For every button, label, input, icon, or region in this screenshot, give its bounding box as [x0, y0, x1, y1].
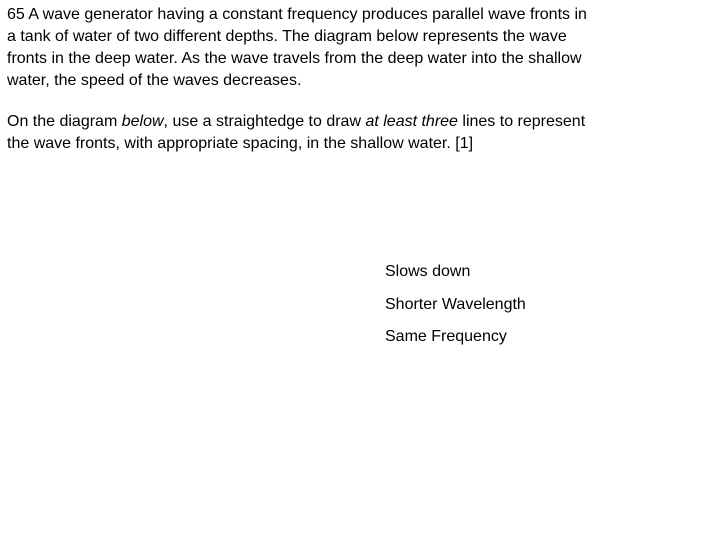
question-line-2: a tank of water of two different depths. The diagram below represents the wave — [7, 28, 567, 45]
question-line-3: fronts in the deep water. As the wave travels from the deep water into the shallow — [7, 50, 582, 67]
note-slows-down: Slows down — [385, 263, 471, 280]
question-line-4: water, the speed of the waves decreases. — [7, 72, 302, 89]
question-line-1: 65 A wave generator having a constant frequency produces parallel wave fronts in — [7, 6, 587, 23]
instruction-segment: , use a straightedge to draw — [163, 113, 366, 130]
note-shorter-wavelength: Shorter Wavelength — [385, 296, 526, 313]
instruction-text — [7, 111, 585, 155]
question-text — [7, 4, 587, 92]
instruction-emphasis-below: below — [121, 113, 164, 130]
instruction-segment: lines to represent — [457, 113, 586, 130]
instruction-segment: On the diagram — [7, 113, 122, 130]
instruction-line-2: the wave fronts, with appropriate spacing, in the shallow water. [1] — [7, 135, 474, 152]
instruction-line-1 — [7, 111, 585, 133]
note-same-frequency: Same Frequency — [385, 328, 507, 345]
instruction-emphasis-at-least-three: at least three — [365, 113, 458, 130]
